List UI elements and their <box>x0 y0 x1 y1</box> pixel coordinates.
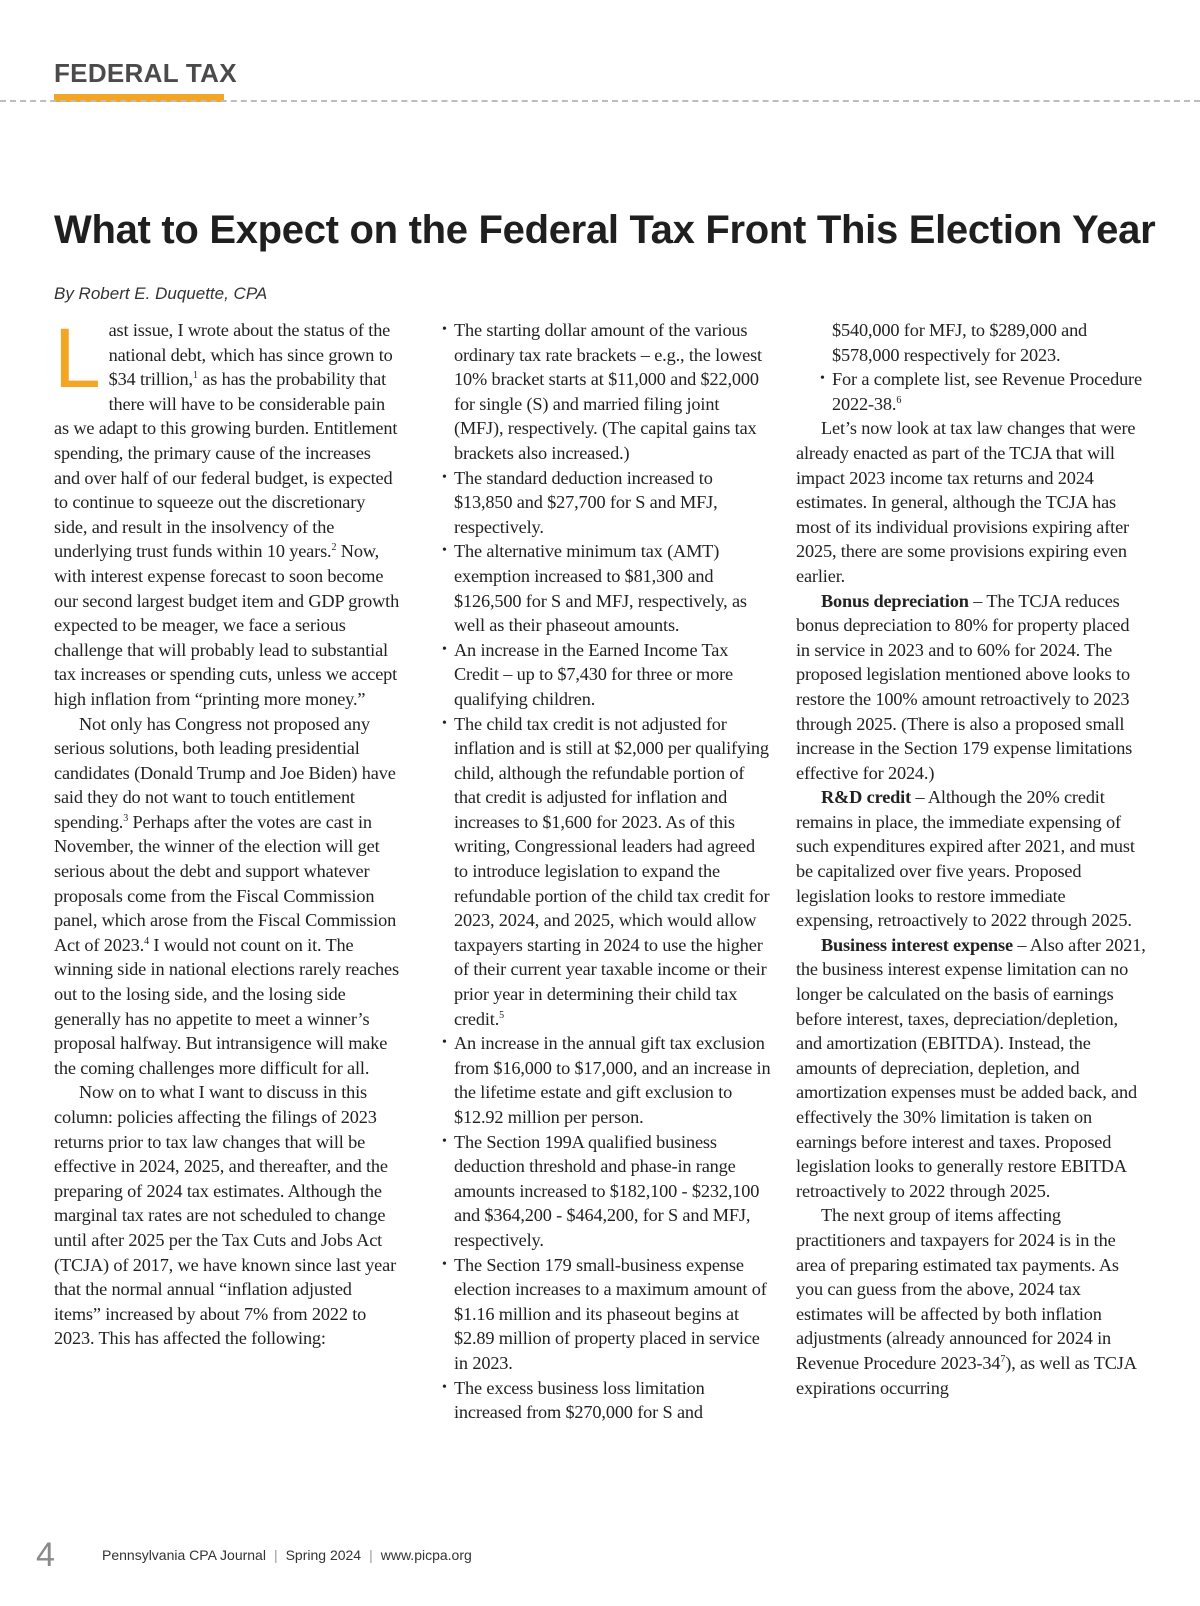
issue-label: Spring 2024 <box>285 1547 362 1563</box>
column-1 <box>54 311 400 1351</box>
footnote-ref: 5 <box>499 1009 504 1021</box>
subhead-business-interest: Business interest expense <box>821 934 1013 955</box>
footnote-ref: 7 <box>1000 1353 1006 1365</box>
list-item: • An increase in the Earned Income Tax Credit – up to $7,430 for three or more qualifying children. <box>442 638 772 712</box>
column-2 <box>442 318 772 1425</box>
footnote-ref: 6 <box>896 394 902 406</box>
page-number: 4 <box>36 1536 55 1574</box>
list-item-continued: $540,000 for MFJ, to $289,000 and $578,000 respectively for 2023. <box>832 320 1088 365</box>
paragraph-intro: Last issue, I wrote about the status of the national debt, which has since grown to $34 trillion,$^1$ as has the probability that there will have to be considerable pain as we adapt to this growing burden. Entitlement spending, the primary cause of the increases and over half of our federal budget, is expected to continue to squeeze out the discretionary side, and result in the insolvency of the underlying trust funds within 10 years.$^2$ Now, with interest expense forecast to soon become our second largest budget item and GDP growth expected to be meager, we face a serious challenge that will probably lead to substantial tax increases or spending cuts, unless we accept high inflation from “printing more money.” <box>54 311 400 709</box>
article-byline: By Robert E. Duquette, CPA <box>54 284 268 303</box>
journal-name: Pennsylvania CPA Journal <box>102 1547 266 1563</box>
list-item: • The child tax credit is not adjusted for inflation and is still at $2,000 per qualifying child, although the refundable portion of that credit is adjusted for inflation and increases to $1,600 for 2023. As of this writing, Congressional leaders had agreed to introduce legislation to expand the refundable portion of the child tax credit for 2023, 2024, and 2025, which would allow taxpayers starting in 2024 to use the higher of their current year taxable income or their prior year in determining their child tax credit.$^5$ <box>442 712 772 1032</box>
list-item: • For a complete list, see Revenue Procedure 2022-38.$^6$ <box>796 367 1146 416</box>
footnote-ref: 4 <box>144 935 149 947</box>
drop-cap: L <box>54 311 101 405</box>
list-item: • The Section 179 small-business expense election increases to a maximum amount of $1.16 million and its phaseout begins at $2.89 million of property placed in service in 2023. <box>442 1253 772 1376</box>
footnote-ref: 3 <box>123 812 129 824</box>
list-item: • The alternative minimum tax (AMT) exemption increased to $81,300 and $126,500 for S and MFJ, respectively, as well as their phaseout amounts. <box>442 539 772 637</box>
paragraph-estimates: The next group of items affecting practitioners and taxpayers for 2024 is in the area of preparing estimated tax payments. As you can guess from the above, 2024 tax estimates will be affected by both inflation adjustments (already announced for 2024 in Revenue Procedure $2023-34^7$), as well as TCJA expirations occurring <box>796 1205 1136 1398</box>
list-item: • The excess business loss limitation increased from $270,000 for S and <box>442 1376 772 1425</box>
footer-info <box>102 1547 472 1563</box>
paragraph-policies: Now on to what I want to discuss in this column: policies affecting the filings of 2023 returns prior to tax law changes that will be effective in 2024, 2025, and thereafter, and the preparing of 2024 tax estimates. Although the marginal tax rates are not scheduled to change until after 2025 per the Tax Cuts and Jobs Act (TCJA) of 2017, we have known since last year that the normal annual “inflation adjusted items” increased by about 7% from 2022 to 2023. This has affected the following: <box>54 1082 397 1349</box>
list-item: • The Section 199A qualified business deduction threshold and phase-in range amounts increased to $182,100 - $232,100 and $364,200 - $464,200, for S and MFJ, respectively. <box>442 1130 772 1253</box>
dashed-divider <box>0 100 1200 102</box>
list-item: • The standard deduction increased to $13,850 and $27,700 for S and MFJ, respectively. <box>442 466 772 540</box>
footer-link[interactable]: www.picpa.org <box>380 1547 472 1563</box>
paragraph-tcja: Let’s now look at tax law changes that were already enacted as part of the TCJA that will impact 2023 income tax returns and 2024 estimates. In general, although the TCJA has most of its individual provisions expiring after 2025, there are some provisions expiring even earlier. <box>796 418 1136 586</box>
subhead-bonus-depreciation: Bonus depreciation <box>821 590 969 611</box>
paragraph-congress: Not only has Congress not proposed any serious solutions, both leading presidential candidates (Donald Trump and Joe Biden) have said they do not want to touch entitlement spending.$^3$ Perhaps after the votes are cast in November, the winner of the election will get serious about the debt and support whatever proposals come from the Fiscal Commission panel, which arose from the Fiscal Commission Act of 2023.$^4$ I would not count on it. The winning side in national elections rarely reaches out to the losing side, and the losing side generally has no appetite to meet a winner’s proposal halfway. But intransigence will make the coming challenges more difficult for all. <box>54 713 399 1078</box>
paragraph-business-interest: Business interest expense – Also after 2021, the business interest expense limitation can no longer be calculated on the basis of earnings before interest, taxes, depreciation/depletion, and amortization (EBITDA). Instead, the amounts of depreciation, depletion, and amortization expenses must be added back, and effectively the 30% limitation is taken on earnings before interest and taxes. Proposed legislation looks to generally restore EBITDA retroactively to 2022 through 2025. <box>796 934 1146 1201</box>
section-label: FEDERAL TAX <box>54 58 237 88</box>
article-title: What to Expect on the Federal Tax Front This Election Year <box>54 208 1156 252</box>
footer-separator: | <box>369 1547 373 1563</box>
paragraph-bonus-depreciation: Bonus depreciation – The TCJA reduces bonus depreciation to 80% for property placed in service in 2023 and to 60% for 2024. The proposed legislation mentioned above looks to restore the 100% amount retroactively to 2023 through 2025. (There is also a proposed small increase in the Section 179 expense limitations effective for 2024.) <box>796 590 1133 783</box>
subhead-rd-credit: R&D credit <box>821 787 912 808</box>
column-3 <box>796 318 1146 1400</box>
footnote-ref: 1 <box>192 370 198 382</box>
list-item: • An increase in the annual gift tax exclusion from $16,000 to $17,000, and an increase in the lifetime estate and gift exclusion to $12.92 million per person. <box>442 1031 772 1129</box>
inflation-items-list <box>442 318 772 1425</box>
list-item: • The starting dollar amount of the various ordinary tax rate brackets – e.g., the lowest 10% bracket starts at $11,000 and $22,000 for single (S) and married filing joint (MFJ), respectively. (The capital gains tax brackets also increased.) <box>442 318 772 466</box>
footnote-ref: 2 <box>331 542 337 554</box>
paragraph-rd-credit: R&D credit – Although the 20% credit remains in place, the immediate expensing of such expenditures expired after 2021, and must be capitalized over five years. Proposed legislation looks to restore immediate expensing, retroactively to 2022 through 2025. <box>796 787 1135 931</box>
footer-separator: | <box>273 1547 278 1563</box>
page-footer <box>36 1535 1166 1575</box>
